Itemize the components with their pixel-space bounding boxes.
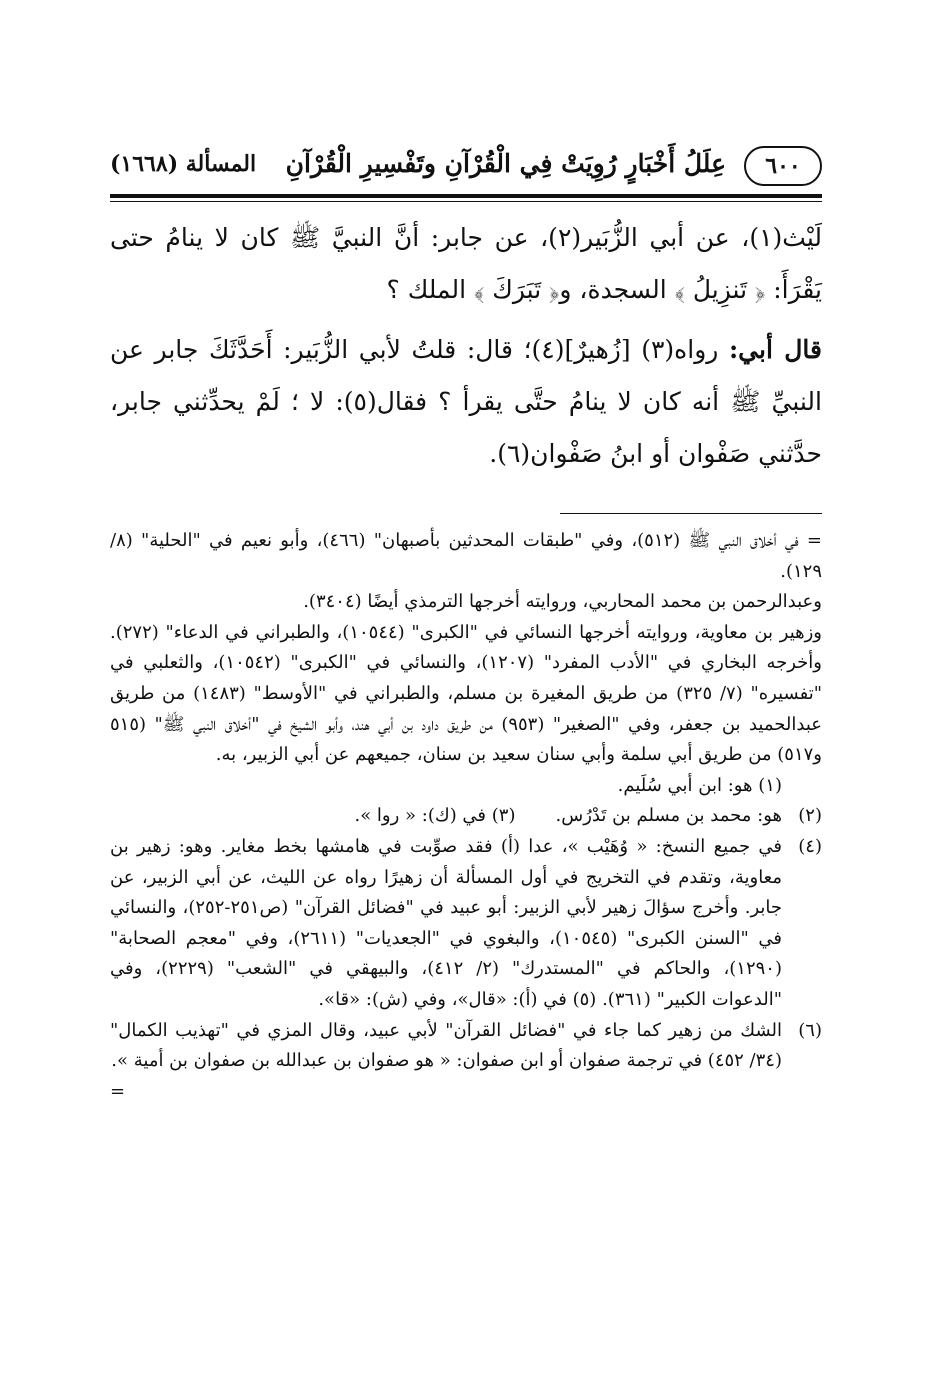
footnote-separator bbox=[560, 513, 822, 514]
footnote bbox=[110, 801, 822, 832]
footnote-number: (٢) bbox=[798, 805, 822, 827]
footnote-continuation: وعبدالرحمن بن محمد المحاربي، وروايته أخرجها الترمذي أيضًا (٣٤٠٤). bbox=[303, 591, 822, 613]
footnote-text: (٣) في (ك): « روا ». bbox=[354, 805, 516, 827]
page-number: ٦٠٠ bbox=[744, 146, 822, 186]
footnote-text: الشك من زهير كما جاء في "فضائل القرآن" لأبي عبيد، وقال المزي في "تهذيب الكمال"(٣٤/ ٤٥٢) في ترجمة صفوان أو ابن صفوان: « هو صفوان بن عبدالله بن صفوان بن أمية ». bbox=[110, 1019, 782, 1072]
running-title: عِلَلُ أَخْبَارٍ رُوِيَتْ فِي الْقُرْآنِ وتَفْسِيرِ الْقُرْآنِ bbox=[285, 149, 726, 178]
speaker-label: قال أبي: bbox=[728, 335, 822, 364]
main-paragraph bbox=[110, 212, 822, 316]
main-paragraph-text: لَيْث(١)، عن أبي الزُّبَير(٢)، عن جابر: أنَّ النبيَّ ﷺ كان لا ينامُ حتى يَقْرَأَ: ﴿ تَنزِيلُ ﴾ السجدة، و﴿ تَبَرَكَ ﴾ الملك ؟ bbox=[110, 223, 822, 304]
footnote-number: (٤) bbox=[798, 835, 822, 857]
main-paragraph-text: رواه(٣) [زُهيرٌ](٤)؛ قال: قلتُ لأبي الزُّبَير: أَحَدَّثَكَ جابر عن النبيِّ ﷺ أنه كان لا ينامُ حتَّى يقرأ ؟ فقال(٥): لا ؛ لَمْ يحدِّثني جابر، حدَّثني صَفْوان أو ابنُ صَفْوان(٦). bbox=[110, 335, 822, 468]
footnote-text: هو: محمد بن مسلم بن تَدْرُس. bbox=[555, 805, 782, 827]
main-paragraph bbox=[110, 324, 822, 480]
issue-number: المسألة (١٦٦٨) bbox=[110, 151, 257, 177]
footnote-text: (١) هو: ابن أبي سُلَيم. bbox=[617, 774, 782, 796]
header-rule-thick bbox=[110, 194, 822, 198]
footnote-continuation: وزهير بن معاوية، وروايته أخرجها النسائي في "الكبرى" (١٠٥٤٤)، والطبراني في الدعاء" (٢٧٢). وأخرجه البخاري في "الأدب المفرد" (١٢٠٧)، والنسائي في "الكبرى" (١٠٥٤٢)، والثعلبي في "تفسيره" (٧/ ٣٢٥) من طريق المغيرة بن مسلم، والطبراني في "الأوسط" (١٤٨٣) من طريق عبدالحميد بن جعفر، وفي "الصغير" (٩٥٣) من طريق داود بن أبي هند، وأبو الشيخ في "أخلاق النبي ﷺ" (٥١٥ و٥١٧) من طريق أبي سلمة وأبي سنان سعيد بن سنان، جميعهم عن أبي الزبير، به. bbox=[110, 621, 823, 766]
footnote-text bbox=[110, 832, 782, 1016]
continuation-mark: = bbox=[110, 1080, 126, 1102]
header-rule-thin bbox=[110, 201, 822, 202]
footnote-text: (٥) في (أ): «قال»، وفي (ش): «قا». bbox=[318, 988, 597, 1010]
footnote-text: في جميع النسخ: « وُهَيْب »، عدا (أ) فقد صوِّبت في هامشها بخط مغاير. وهو: زهير بن معاوية، وتقدم في التخريج في أول المسألة أن زهيرًا رواه عن الليث، عن أبي الزبير، عن جابر. وأخرج سؤالَ زهير لأبي الزبير: أبو عبيد في "فضائل القرآن" (ص٢٥١-٢٥٢)، والنسائي في "السنن الكبرى" (١٠٥٤٥)، والبغوي في "الجعديات" (٢٦١١)، وفي "معجم الصحابة" (١٢٩٠)، والحاكم في "المستدرك" (٢/ ٤١٢)، والبيهقي في "الشعب" (٢٢٢٩)، وفي "الدعوات الكبير" (٣٦١). bbox=[110, 835, 783, 1010]
footnote-text bbox=[110, 801, 782, 832]
footnote-number: (٦) bbox=[798, 1019, 822, 1041]
footnote bbox=[110, 832, 822, 1016]
main-text bbox=[110, 212, 822, 480]
footnote-continuation: = في أخلاق النبي ﷺ (٥١٢)، وفي "طبقات المحدثين بأصبهان" (٤٦٦)، وأبو نعيم في "الحلية" (٨/ ١٢٩). bbox=[110, 530, 822, 582]
page-header bbox=[110, 140, 822, 190]
footnote bbox=[110, 771, 822, 802]
footnote bbox=[110, 1016, 822, 1077]
footnotes bbox=[110, 526, 822, 1107]
